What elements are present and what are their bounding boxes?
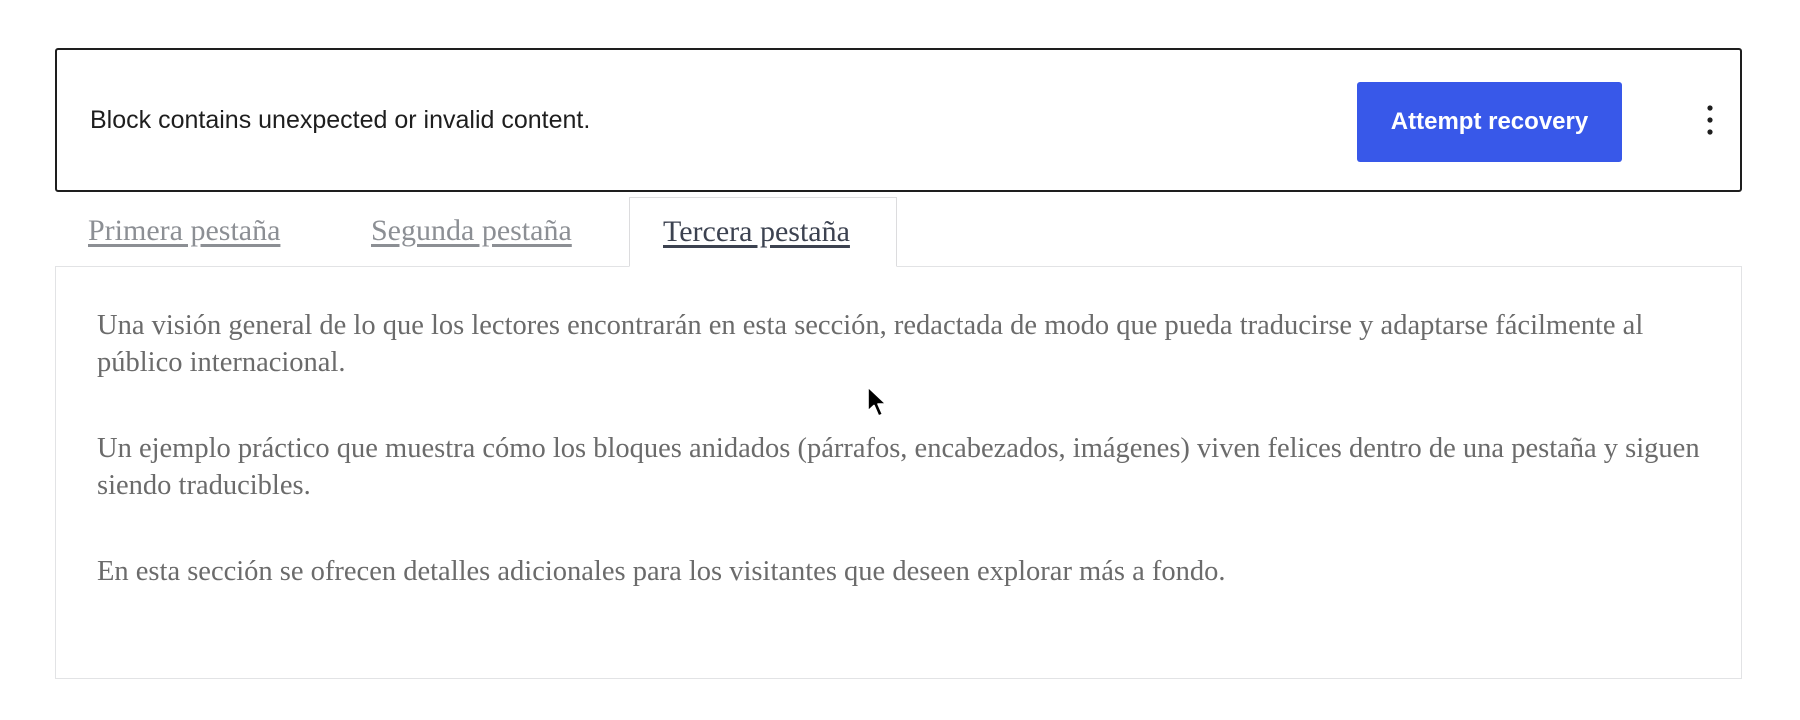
panel-paragraph[interactable]: Una visión general de lo que los lectores encontrarán en esta sección, redactada de modo que pueda traducirse y adaptarse fácilmente al público internacional.	[97, 310, 1644, 378]
panel-paragraph[interactable]: Un ejemplo práctico que muestra cómo los bloques anidados (párrafos, encabezados, imágenes) viven felices dentro de una pestaña y siguen siendo traducibles.	[97, 433, 1700, 501]
tab-tercera-pestana-active[interactable]: Tercera pestaña	[629, 197, 897, 267]
tab-list	[55, 197, 1742, 267]
tab-primera-pestana[interactable]: Primera pestaña	[88, 214, 281, 247]
panel-paragraph[interactable]: En esta sección se ofrecen detalles adicionales para los visitantes que deseen explorar más a fondo.	[97, 556, 1226, 587]
attempt-recovery-button[interactable]: Attempt recovery	[1357, 82, 1622, 162]
more-vertical-icon	[1697, 90, 1723, 150]
block-invalid-warning	[55, 48, 1742, 192]
warning-message: Block contains unexpected or invalid content.	[90, 106, 591, 134]
tab-panel	[55, 266, 1742, 679]
more-options-button[interactable]	[1697, 90, 1723, 150]
tab-segunda-pestana[interactable]: Segunda pestaña	[371, 214, 572, 247]
